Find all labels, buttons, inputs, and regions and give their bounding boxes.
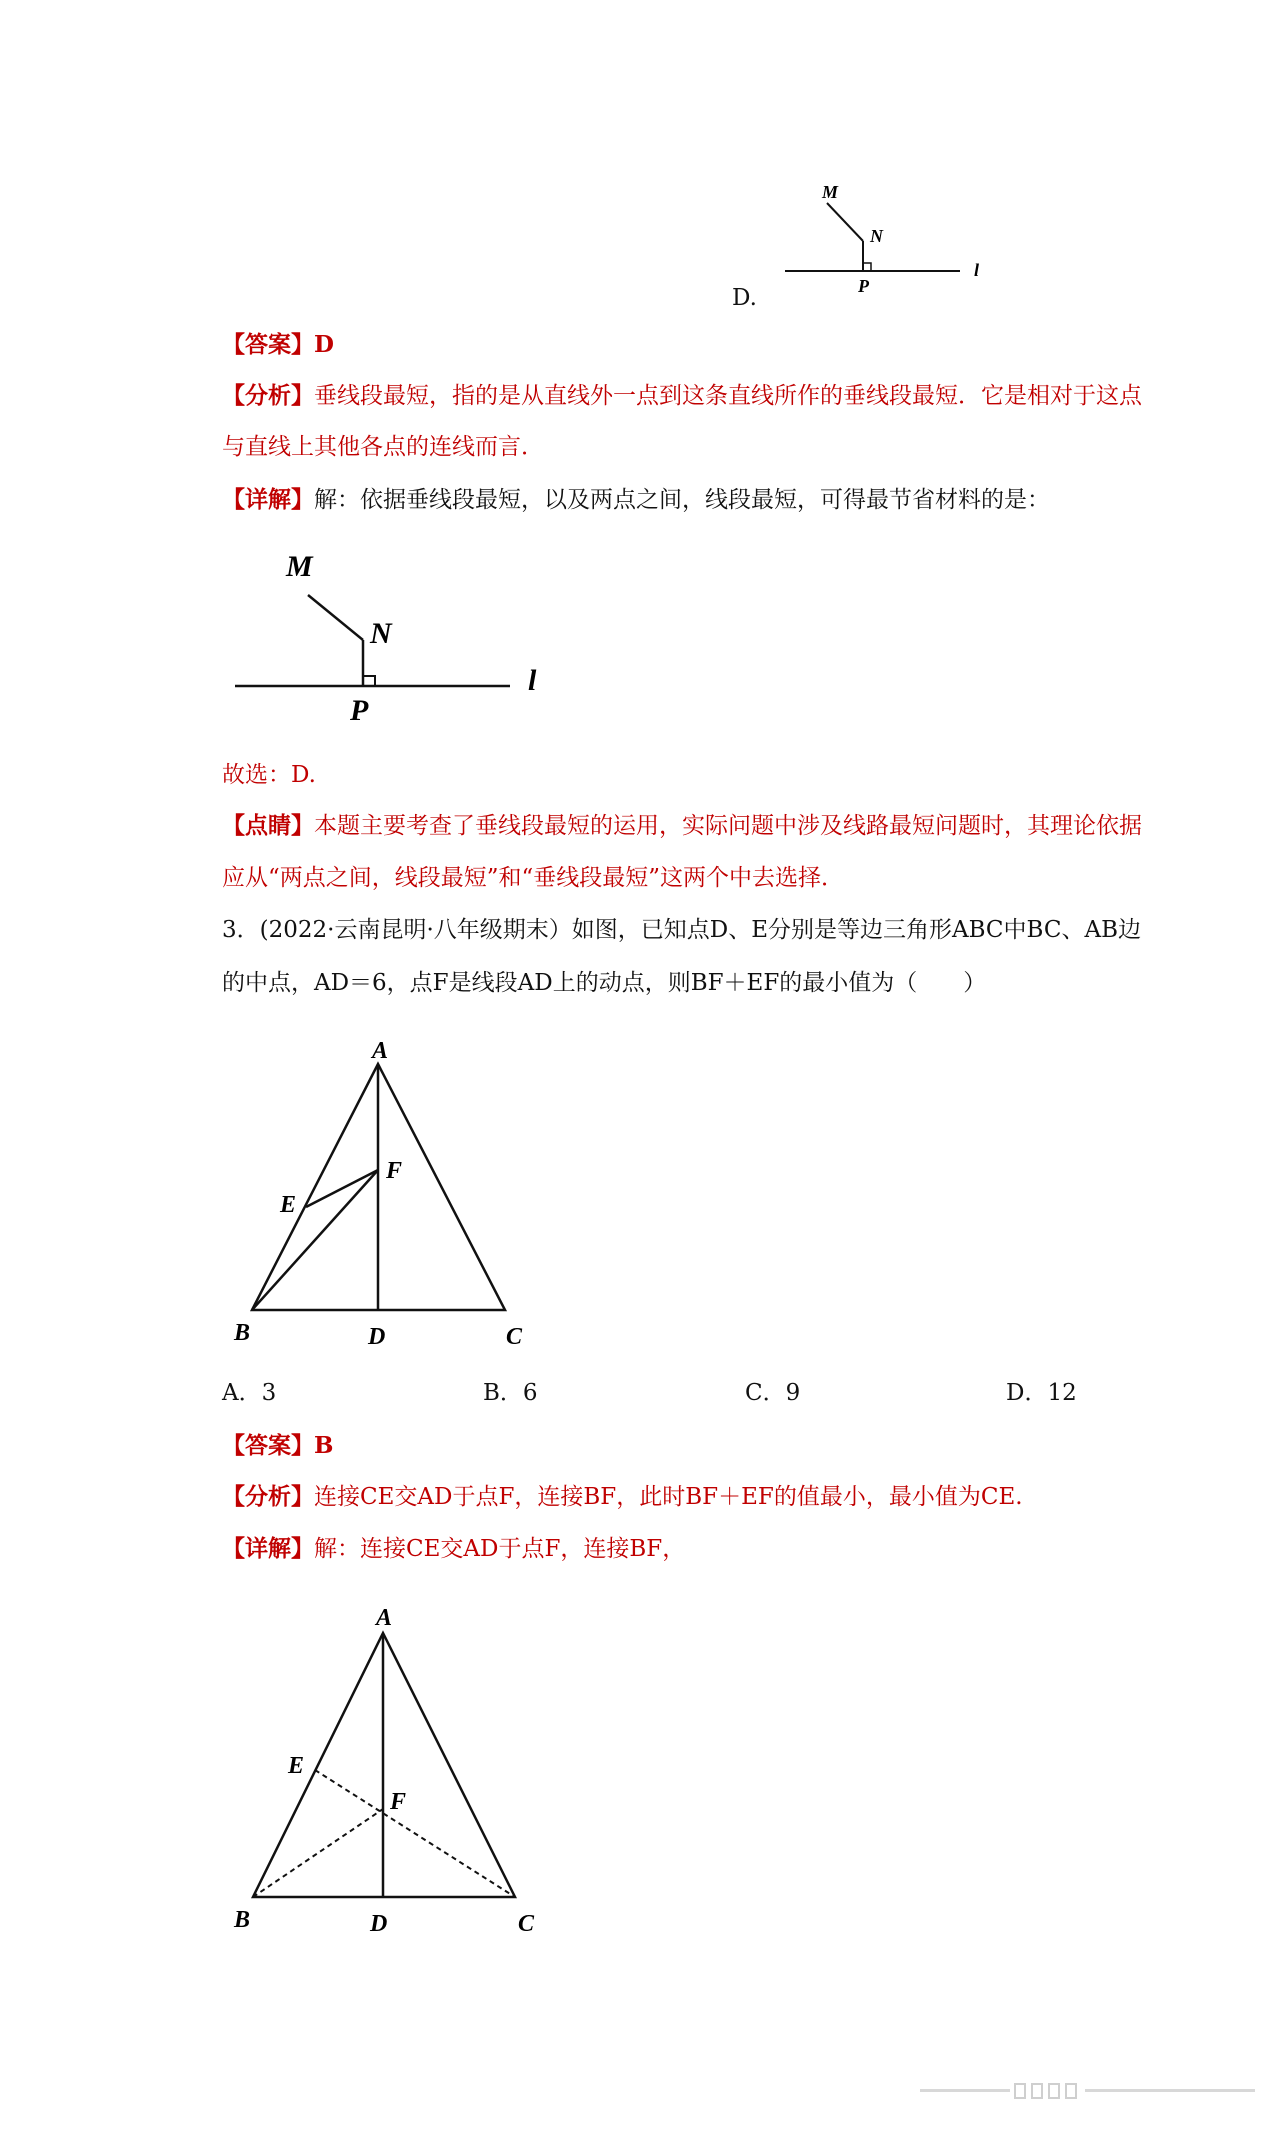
fig-label-c: C (518, 1911, 535, 1935)
q3-figure-1 (230, 1030, 560, 1360)
fig-label-d: D (370, 1911, 388, 1935)
analysis-tag: 【分析】 (222, 1483, 314, 1510)
comment-tag: 【点睛】 (222, 812, 314, 839)
answer-value: D (314, 331, 334, 358)
detail-tag: 【详解】 (222, 486, 314, 513)
q3-figure-2 (230, 1595, 560, 1935)
fig-label-p: P (350, 694, 369, 727)
fig-label-m: M (286, 550, 313, 583)
analysis-text: 垂线段最短，指的是从直线外一点到这条直线所作的垂线段最短．它是相对于这点 (314, 383, 1142, 409)
detail-text: 解：依据垂线段最短，以及两点之间，线段最短，可得最节省材料的是： (314, 487, 1050, 513)
q2-comment-line1 (222, 811, 1142, 841)
fig-label-c: C (506, 1324, 523, 1350)
q2-detail-figure (230, 540, 560, 730)
fig-label-l: l (528, 664, 537, 697)
corner-watermark (920, 2081, 1260, 2103)
q3-stem-line2: 的中点，AD＝6，点F是线段AD上的动点，则BF＋EF的最小值为（ ） (222, 970, 987, 996)
fig-label-a: A (372, 1038, 389, 1064)
q3-detail (222, 1534, 685, 1564)
option-d-label: D. (732, 285, 757, 311)
answer-tag: 【答案】 (222, 1432, 314, 1459)
q2-detail (222, 485, 1050, 515)
fig-label-m: M (822, 182, 839, 202)
fig-label-n: N (370, 617, 392, 650)
fig-label-b: B (234, 1907, 251, 1933)
answer-tag: 【答案】 (222, 331, 314, 358)
q2-comment-line2: 应从“两点之间，线段最短”和“垂线段最短”这两个中去选择． (222, 865, 845, 891)
fig-label-l: l (974, 260, 980, 280)
option-d-figure (770, 170, 1000, 310)
analysis-tag: 【分析】 (222, 382, 314, 409)
q2-analysis-line1 (222, 381, 1142, 411)
q3-stem-line1: 3．(2022·云南昆明·八年级期末）如图，已知点D、E分别是等边三角形ABC中BC、AB边 (222, 917, 1141, 943)
analysis-text: 连接CE交AD于点F，连接BF，此时BF＋EF的值最小，最小值为CE. (314, 1484, 1023, 1510)
fig-label-e: E (288, 1753, 305, 1779)
option-c[interactable]: C．9 (745, 1380, 801, 1406)
q3-answer (222, 1431, 333, 1461)
option-d[interactable]: D．12 (1006, 1380, 1077, 1406)
answer-value: B (314, 1432, 334, 1459)
fig-label-b: B (234, 1320, 251, 1346)
fig-label-d: D (368, 1324, 386, 1350)
q3-analysis (222, 1482, 1023, 1512)
fig-label-f: F (390, 1789, 407, 1815)
fig-label-e: E (280, 1192, 297, 1218)
q2-choose: 故选：D. (222, 762, 316, 788)
q2-answer (222, 330, 334, 360)
comment-text: 本题主要考查了垂线段最短的运用，实际问题中涉及线路最短问题时，其理论依据 (314, 813, 1142, 839)
fig-label-a: A (376, 1605, 393, 1631)
q2-analysis-line2: 与直线上其他各点的连线而言． (222, 434, 544, 460)
option-a[interactable]: A．3 (222, 1380, 277, 1406)
option-b[interactable]: B．6 (483, 1380, 538, 1406)
detail-tag: 【详解】 (222, 1535, 314, 1562)
detail-text: 解：连接CE交AD于点F，连接BF， (314, 1536, 686, 1562)
fig-label-n: N (870, 226, 883, 246)
fig-label-f: F (386, 1158, 403, 1184)
fig-label-p: P (858, 276, 869, 296)
